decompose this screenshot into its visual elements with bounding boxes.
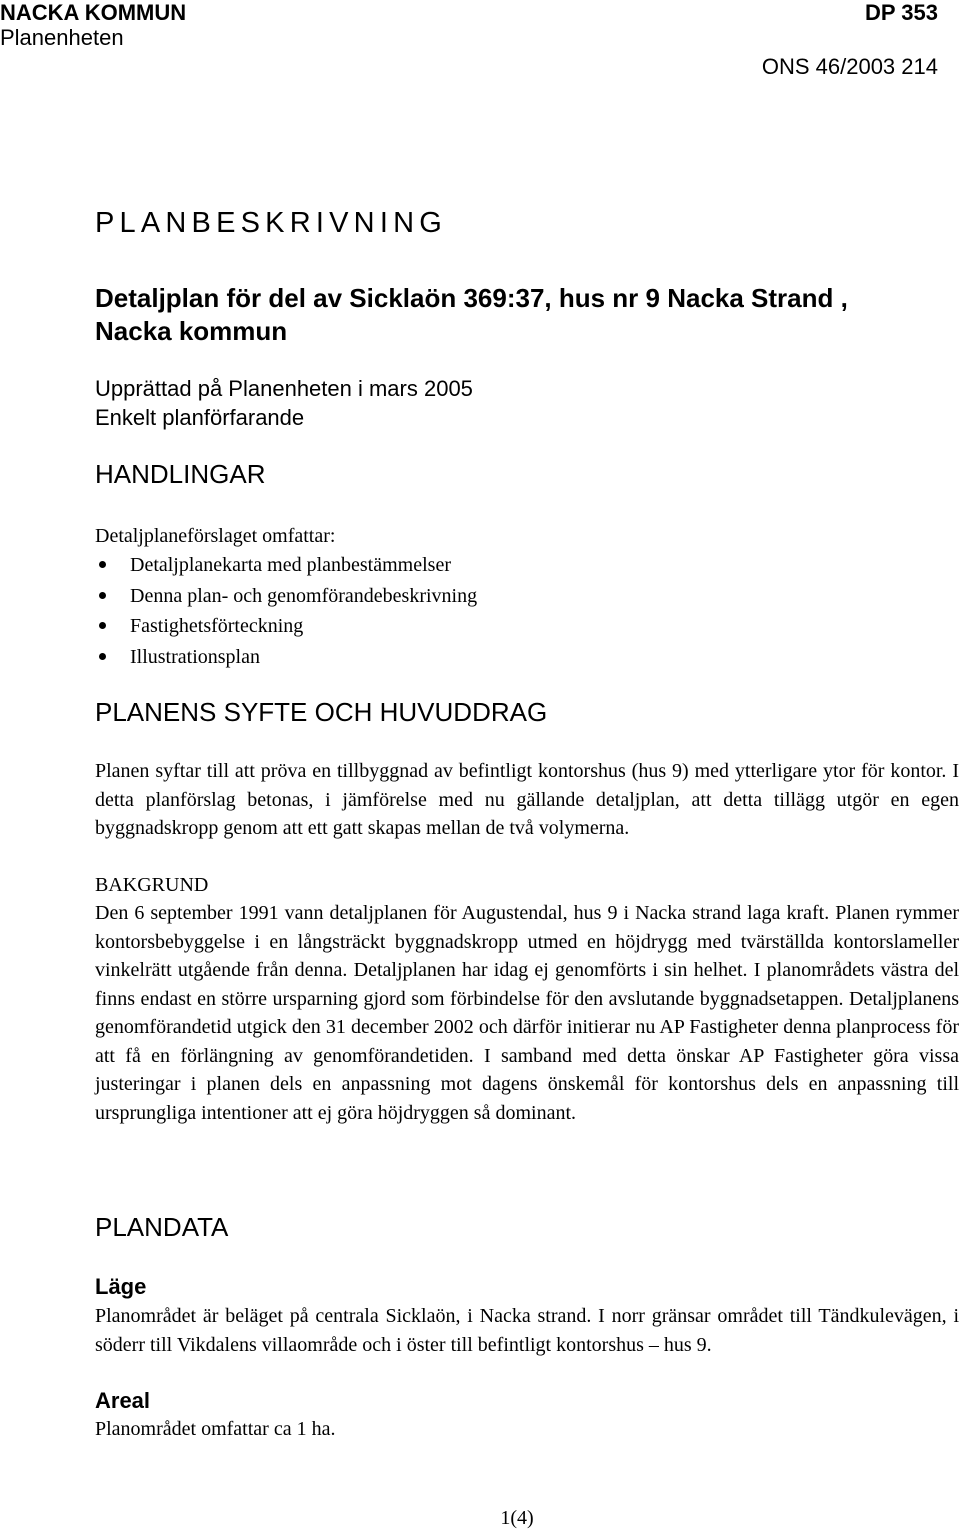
section-heading-bakgrund: BAKGRUND (95, 874, 209, 896)
bullet-icon (99, 561, 106, 568)
lage-paragraph: Planområdet är beläget på centrala Sicklaön, i Nacka strand. I norr gränsar området till Tändkulevägen, i söderr till Vikdalens villaområde och i öster till befintligt kontorshus – hus 9. (95, 1305, 959, 1356)
prepared-line: Upprättad på Planenheten i mars 2005 (95, 376, 473, 401)
department-name: Planenheten (0, 25, 124, 50)
bullet-icon (99, 592, 106, 599)
section-heading-handlingar: HANDLINGAR (95, 459, 266, 489)
subheading-areal: Areal (95, 1388, 151, 1413)
procedure-line: Enkelt planförfarande (95, 405, 305, 430)
section-heading-plandata: PLANDATA (95, 1212, 229, 1242)
plan-subtitle-line-1: Detaljplan för del av Sicklaön 369:37, hus nr 9 Nacka Strand , (95, 283, 848, 313)
bakgrund-paragraph: Den 6 september 1991 vann detaljplanen för Augustendal, hus 9 i Nacka strand laga kraft. Planen rymmer kontorsbebyggelse i en långsträckt byggnadskropp utmed en höjdrygg med tvärställda kontorslameller vinkelrätt utgående från denna. Detaljplanen har idag ej genomförts i sin helhet. I planområdets västra del finns endast en större ursparning gjord som förbindelse för den avslutande byggnadsetappen. Detaljplanens genomförandetid utgick den 31 december 2002 och därför initierar nu AP Fastigheter denna planprocess för att få en förlängning av genomförandetiden. I samband med detta önskar AP Fastigheter göra vissa justeringar i planen dels en anpassning mot dagens önskemål för kontorshus dels en anpassning till ursprungliga intentioner att ej göra höjdryggen så dominant. (95, 902, 959, 1124)
areal-paragraph: Planområdet omfattar ca 1 ha. (95, 1418, 336, 1440)
syfte-paragraph: Planen syftar till att pröva en tillbyggnad av befintligt kontorshus (hus 9) med ytterligare ytor för kontor. I detta planförslag betonas, i jämförelse med nu gällande detaljplan, att detta tillägg utgör en egen byggnadskropp genom att ett gatt skapas mellan de två volymerna. (95, 760, 959, 839)
list-item: Denna plan- och genomförandebeskrivning (95, 581, 477, 612)
documents-list (95, 550, 477, 672)
plan-subtitle-line-2: Nacka kommun (95, 316, 288, 346)
page-number: 1(4) (500, 1507, 534, 1529)
organization-name: NACKA KOMMUN (0, 0, 187, 25)
document-meta (95, 374, 473, 432)
bullet-icon (99, 653, 106, 660)
plan-subtitle (95, 282, 848, 348)
section-heading-syfte: PLANENS SYFTE OCH HUVUDDRAG (95, 697, 548, 727)
subheading-lage: Läge (95, 1274, 147, 1299)
document-number: DP 353 (865, 0, 938, 25)
list-item: Detaljplanekarta med planbestämmelser (95, 550, 477, 581)
reference-number: ONS 46/2003 214 (761, 54, 938, 79)
bullet-icon (99, 622, 106, 629)
list-item: Illustrationsplan (95, 642, 477, 673)
list-item: Fastighetsförteckning (95, 611, 477, 642)
document-title: PLANBESKRIVNING (95, 207, 447, 239)
documents-intro: Detaljplaneförslaget omfattar: (95, 525, 336, 547)
